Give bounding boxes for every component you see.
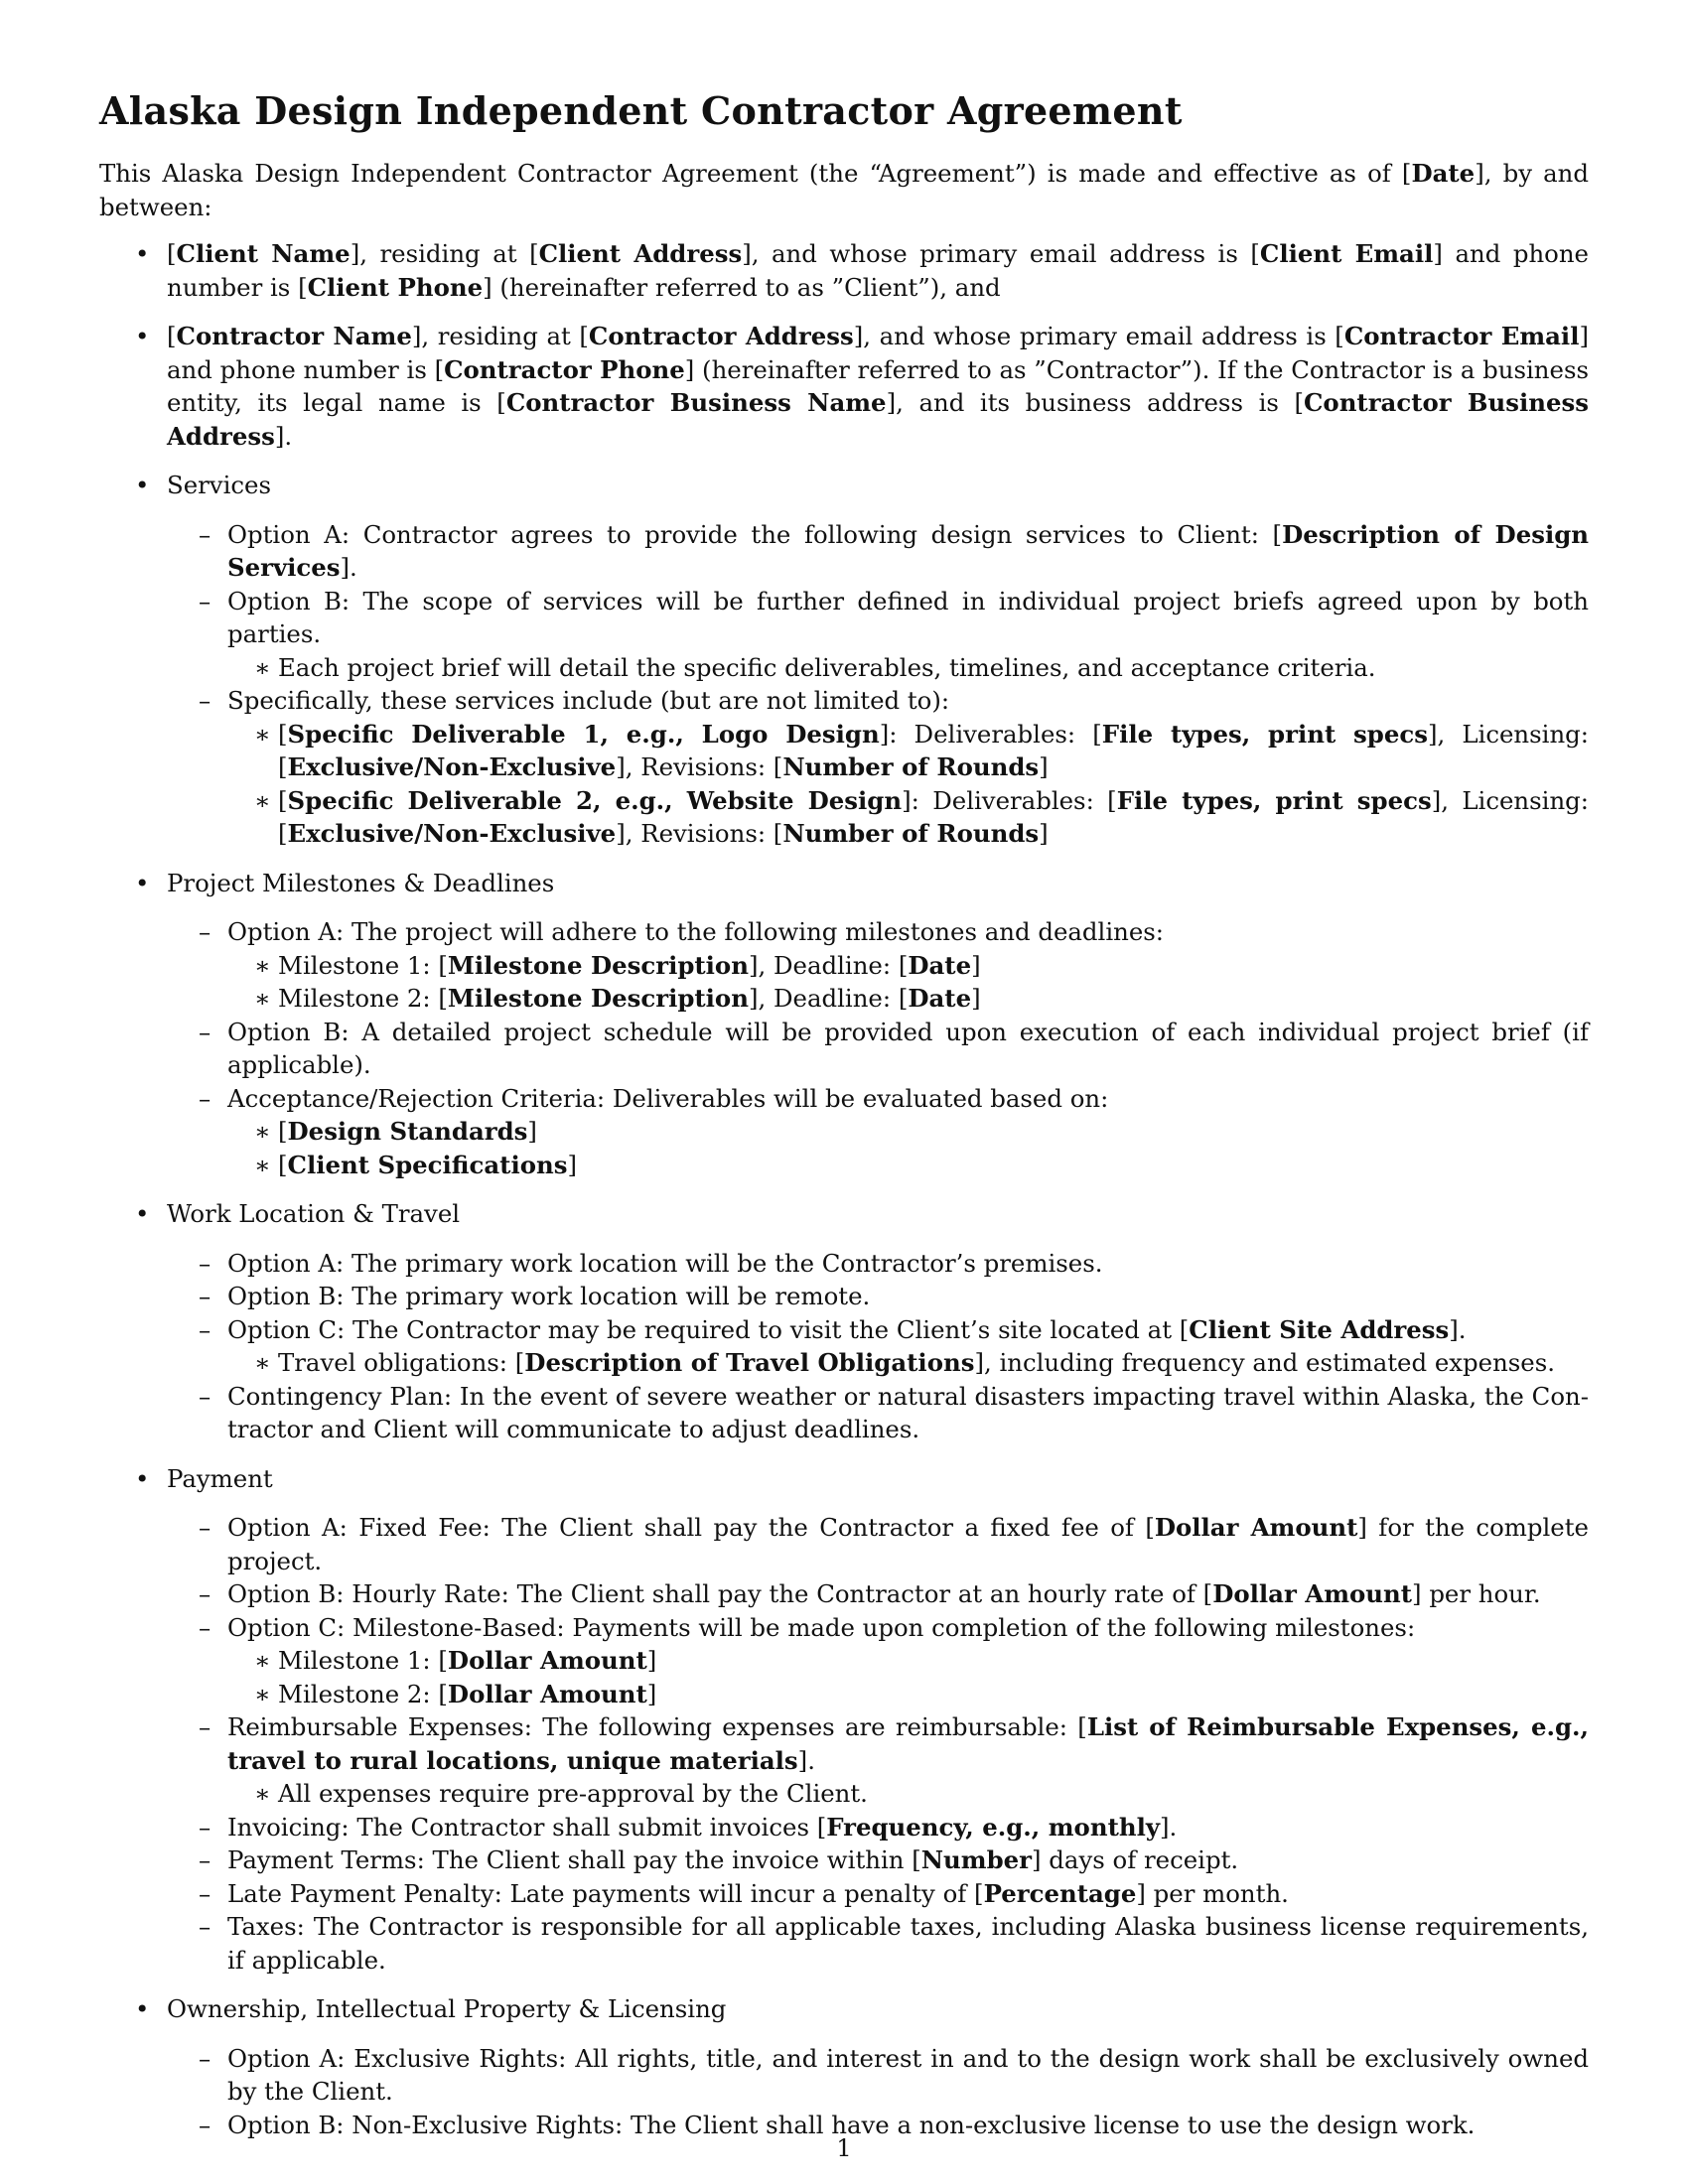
section-heading: Payment xyxy=(167,1463,273,1493)
list-item: – Option A: Exclusive Rights: All rights, title, and interest in and to the design work shall be exclusively owned by the Client. xyxy=(167,2042,1589,2109)
list-item: ∗ [Design Standards] xyxy=(227,1115,1589,1149)
list-item: ∗ Milestone 2: [Dollar Amount] xyxy=(227,1678,1589,1711)
section-heading: Project Milestones & Deadlines xyxy=(167,868,555,897)
list-item: – Option B: A detailed project schedule will be provided upon execution of each individual project brief (if applicable). xyxy=(167,1016,1589,1082)
date-placeholder: Date xyxy=(1411,159,1476,188)
list-item: – Option C: The Contractor may be required to visit the Client’s site located at [Client Site Address]. ∗ Travel obligations: [Description of Travel Obligations], including frequency and estimated expenses. xyxy=(167,1313,1589,1380)
section-heading: Ownership, Intellectual Property & Licensing xyxy=(167,1994,727,2023)
list-item: – Specifically, these services include (but are not limited to): ∗ [Specific Deliverable 1, e.g., Logo Design]: Deliverables: [File types, print specs], Licensing: [Exclusive/Non-Exclusive], Revisions: [Number of Rounds] ∗ [Specific Deliverable 2, e.g., Website Design]: Deliverables: [File types, print specs], Licensing: [Exclusive/Non-Exclusive], Revisions: [Number of Rounds] xyxy=(167,684,1589,851)
list-item: – Reimbursable Expenses: The following expenses are reimbursable: [List of Reimbursable Expenses, e.g., travel to rural locations, unique materials]. ∗ All expenses require pre-approval by the Client. xyxy=(167,1710,1589,1811)
list-item: – Option A: The project will adhere to the following milestones and deadlines: ∗ Milestone 1: [Milestone Description], Deadline: [Date] ∗ Milestone 2: [Milestone Description], Deadline: [Date] xyxy=(167,915,1589,1016)
services-section xyxy=(99,469,1589,851)
list-item: ∗ [Specific Deliverable 2, e.g., Website Design]: Deliverables: [File types, print specs], Licensing: [Exclusive/Non-Exclusive], Revisions: [Number of Rounds] xyxy=(227,784,1589,851)
list-item: ∗ Milestone 1: [Dollar Amount] xyxy=(227,1644,1589,1678)
list-item: ∗ Travel obligations: [Description of Travel Obligations], including frequency and estimated expenses. xyxy=(227,1346,1589,1380)
list-item: – Invoicing: The Contractor shall submit invoices [Frequency, e.g., monthly]. xyxy=(167,1811,1589,1844)
ownership-section xyxy=(99,1992,1589,2141)
list-item: ∗ Each project brief will detail the specific deliverables, timelines, and acceptance criteria. xyxy=(227,651,1589,685)
payment-section xyxy=(99,1462,1589,1978)
location-section xyxy=(99,1197,1589,1446)
section-heading: Services xyxy=(167,471,271,499)
milestones-section xyxy=(99,867,1589,1182)
list-item: – Option C: Milestone-Based: Payments will be made upon completion of the following milestones: ∗ Milestone 1: [Dollar Amount] ∗ Milestone 2: [Dollar Amount] xyxy=(167,1611,1589,1711)
list-item: – Option B: The primary work location will be remote. xyxy=(167,1280,1589,1313)
list-item: – Contingency Plan: In the event of severe weather or natural disasters impacting travel within Alaska, the Contractor and Client will communicate to adjust deadlines. xyxy=(167,1380,1589,1446)
list-item: ∗ [Specific Deliverable 1, e.g., Logo Design]: Deliverables: [File types, print specs], Licensing: [Exclusive/Non-Exclusive], Revisions: [Number of Rounds] xyxy=(227,718,1589,784)
list-item: – Taxes: The Contractor is responsible for all applicable taxes, including Alaska business license requirements, if applicable. xyxy=(167,1910,1589,1977)
list-item: ∗ All expenses require pre-approval by the Client. xyxy=(227,1777,1589,1811)
list-item: ∗ Milestone 1: [Milestone Description], Deadline: [Date] xyxy=(227,949,1589,983)
list-item: – Option A: Fixed Fee: The Client shall pay the Contractor a fixed fee of [Dollar Amount] for the complete project. xyxy=(167,1511,1589,1577)
intro-paragraph: This Alaska Design Independent Contractor Agreement (the “Agreement”) is made and effective as of [Date], by and between: xyxy=(99,159,1589,221)
list-item: – Acceptance/Rejection Criteria: Deliverables will be evaluated based on: ∗ [Design Standards] ∗ [Client Specifications] xyxy=(167,1082,1589,1182)
list-item: – Payment Terms: The Client shall pay the invoice within [Number] days of receipt. xyxy=(167,1843,1589,1877)
list-item: – Option A: The primary work location will be the Contractor’s premises. xyxy=(167,1247,1589,1281)
list-item: ∗ Milestone 2: [Milestone Description], Deadline: [Date] xyxy=(227,982,1589,1016)
list-item: – Option B: Hourly Rate: The Client shall pay the Contractor at an hourly rate of [Dollar Amount] per hour. xyxy=(167,1577,1589,1611)
section-heading: Work Location & Travel xyxy=(167,1199,461,1228)
contractor-party-item: • [Contractor Name], residing at [Contractor Address], and whose primary email address is [Contractor Email] and phone number is [Contractor Phone] (hereinafter referred to as ”Contractor”). If the Contractor is a business entity, its legal name is [Contractor Business Name], and its business address is [Contractor Business Address]. xyxy=(99,320,1589,453)
agreement-sections xyxy=(99,237,1589,2141)
list-item: – Option B: Non-Exclusive Rights: The Client shall have a non-exclusive license to use the design work. xyxy=(167,2109,1589,2142)
document-page xyxy=(99,87,1589,2157)
list-item: – Option B: The scope of services will be further defined in individual project briefs agreed upon by both parties. ∗ Each project brief will detail the specific deliverables, timelines, and acceptance criteria. xyxy=(167,585,1589,685)
page-number: 1 xyxy=(836,2134,852,2162)
client-party-item: • [Client Name], residing at [Client Address], and whose primary email address is [Client Email] and phone number is [Client Phone] (hereinafter referred to as ”Client”), and xyxy=(99,237,1589,304)
document-title: Alaska Design Independent Contractor Agreement xyxy=(99,88,1183,133)
list-item: – Option A: Contractor agrees to provide the following design services to Client: [Description of Design Services]. xyxy=(167,518,1589,585)
list-item: ∗ [Client Specifications] xyxy=(227,1149,1589,1182)
list-item: – Late Payment Penalty: Late payments will incur a penalty of [Percentage] per month. xyxy=(167,1877,1589,1911)
